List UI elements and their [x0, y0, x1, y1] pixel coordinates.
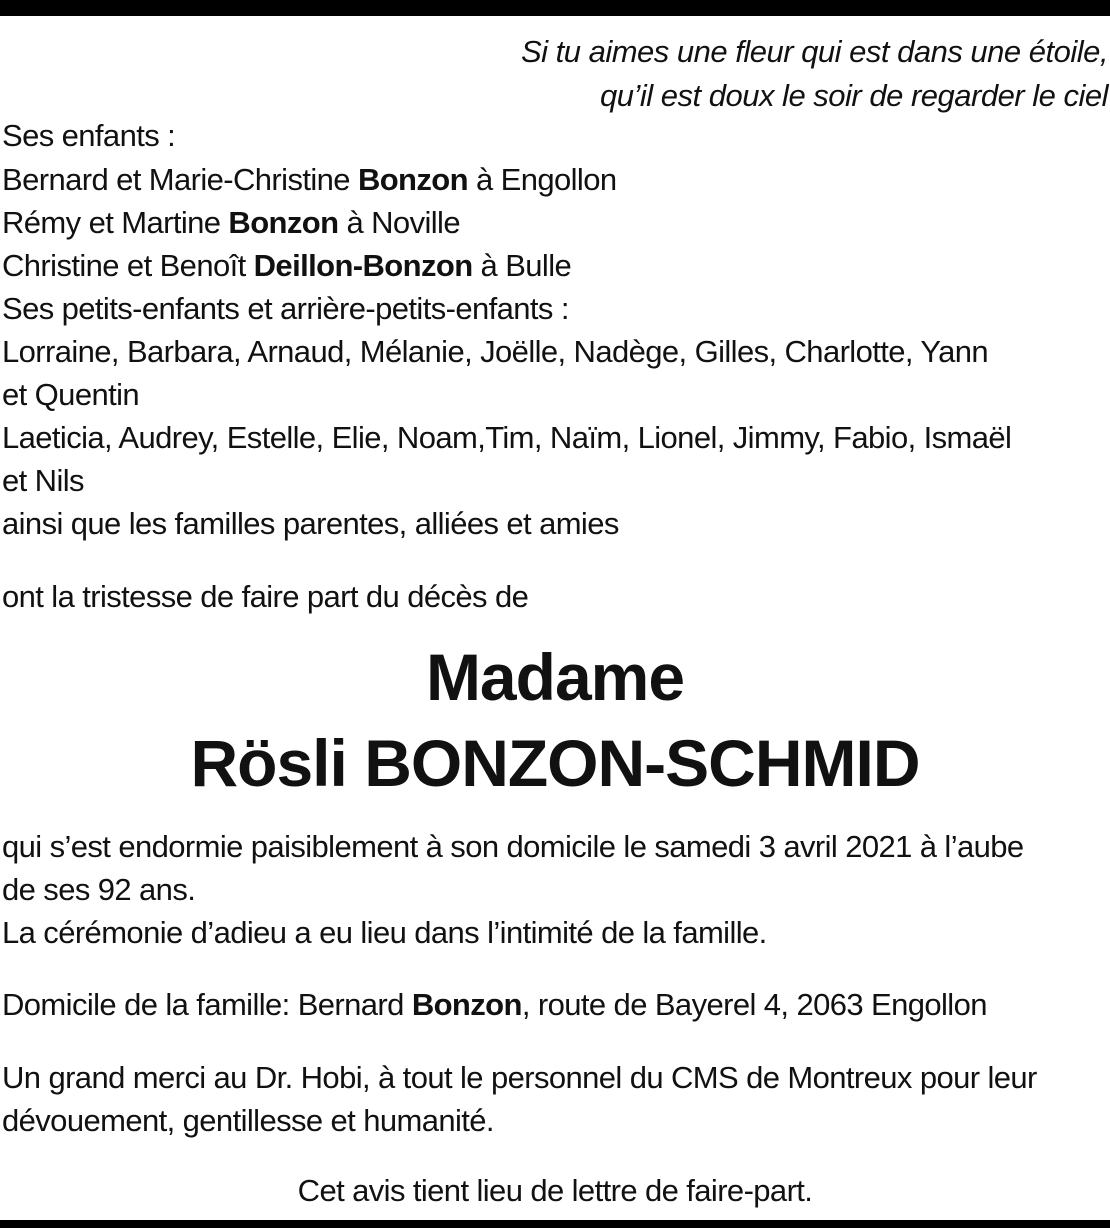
domicile-address: , route de Bayerel 4, 2063 Engollon: [521, 987, 987, 1022]
details-line: de ses 92 ans.: [2, 872, 196, 907]
children-heading: Ses enfants :: [2, 118, 176, 153]
grandchildren-list: Lorraine, Barbara, Arnaud, Mélanie, Joëlle, Nadège, Gilles, Charlotte, Yann: [2, 334, 989, 369]
thanks-line: dévouement, gentillesse et humanité.: [2, 1103, 494, 1138]
epigraph-verse: [208, 30, 1108, 118]
child-place: à Noville: [338, 205, 460, 240]
child-place: à Bulle: [472, 248, 572, 283]
announcement-line: ont la tristesse de faire part du décès de: [2, 579, 529, 614]
domicile-line: [2, 985, 987, 1025]
top-rule: [0, 0, 1110, 16]
deceased-name: Rösli BONZON-SCHMID: [190, 726, 920, 800]
child-line: [2, 203, 460, 243]
grandchildren-heading: Ses petits-enfants et arrière-petits-enfants :: [2, 291, 569, 326]
footer-note: Cet avis tient lieu de lettre de faire-part.: [297, 1173, 813, 1208]
thanks-line: Un grand merci au Dr. Hobi, à tout le personnel du CMS de Montreux pour leur: [2, 1060, 1037, 1095]
family-name: Bonzon: [357, 162, 468, 197]
child-line: [2, 160, 617, 200]
child-text: Christine et Benoît: [2, 248, 254, 283]
child-text: Rémy et Martine: [2, 205, 229, 240]
family-name: Deillon-Bonzon: [253, 248, 473, 283]
great-grandchildren-list: et Nils: [2, 463, 84, 498]
grandchildren-list: et Quentin: [2, 377, 140, 412]
details-line: qui s’est endormie paisiblement à son domicile le samedi 3 avril 2021 à l’aube: [2, 829, 1024, 864]
great-grandchildren-list: Laeticia, Audrey, Estelle, Elie, Noam,Tim, Naïm, Lionel, Jimmy, Fabio, Ismaël: [2, 420, 1012, 455]
deceased-title: Madame: [425, 640, 685, 714]
child-text: Bernard et Marie-Christine: [2, 162, 358, 197]
family-name: Bonzon: [411, 987, 522, 1022]
ceremony-line: La cérémonie d’adieu a eu lieu dans l’intimité de la famille.: [2, 915, 767, 950]
families-line: ainsi que les familles parentes, alliées et amies: [2, 506, 619, 541]
child-line: [2, 246, 571, 286]
verse-line: qu’il est doux le soir de regarder le ciel: [600, 78, 1108, 113]
domicile-text: Domicile de la famille: Bernard: [2, 987, 412, 1022]
bottom-rule: [0, 1220, 1110, 1228]
family-name: Bonzon: [228, 205, 339, 240]
verse-line: Si tu aimes une fleur qui est dans une étoile,: [520, 34, 1108, 69]
child-place: à Engollon: [467, 162, 617, 197]
